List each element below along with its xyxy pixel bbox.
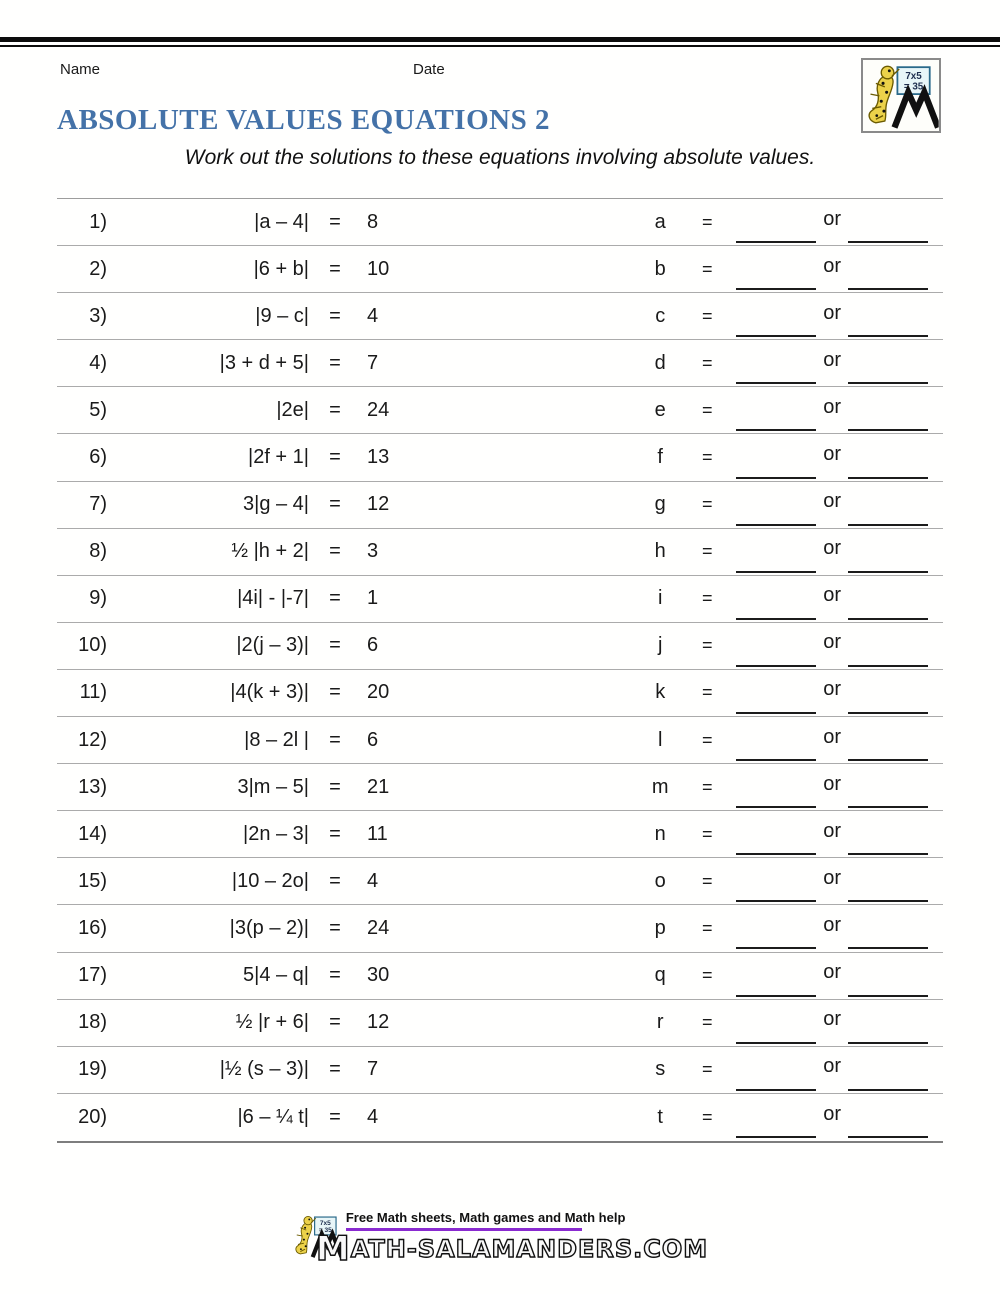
or-label: or (823, 631, 841, 654)
equals-sign: = (329, 493, 341, 516)
problem-row (57, 905, 943, 952)
problem-number: 19) (78, 1058, 107, 1081)
equals-sign: = (329, 634, 341, 657)
instructions-text: Work out the solutions to these equations involving absolute values. (184, 146, 816, 169)
equals-sign: = (329, 257, 341, 280)
problem-value: 4 (367, 304, 379, 327)
answer-variable: m (651, 775, 669, 798)
problem-value: 1 (367, 587, 379, 610)
answer-equals-sign: = (701, 823, 713, 844)
problem-value: 11 (367, 822, 388, 845)
problem-expression: |8 – 2l | (244, 728, 309, 751)
answer-blank-second (848, 217, 928, 243)
answer-blank-first (736, 358, 816, 384)
answer-blank-second (848, 1018, 928, 1044)
answer-equals-sign: = (701, 399, 713, 420)
problem-expression: |2e| (276, 398, 309, 421)
or-label: or (823, 443, 841, 466)
problem-number: 16) (78, 916, 107, 939)
answer-blank-first (736, 311, 816, 337)
problem-row (57, 858, 943, 905)
site-wordmark (316, 1229, 708, 1269)
problem-number: 11) (79, 681, 107, 704)
problem-expression: ½ |h + 2| (231, 540, 309, 563)
answer-blank-second (848, 688, 928, 714)
problem-value: 7 (367, 1058, 379, 1081)
answer-blank-second (848, 1112, 928, 1138)
answer-blank-first (736, 829, 816, 855)
equals-sign: = (329, 1105, 341, 1128)
equals-sign: = (329, 1058, 341, 1081)
answer-equals-sign: = (701, 965, 713, 986)
problem-expression: ½ |r + 6| (235, 1011, 309, 1034)
equals-sign: = (329, 351, 341, 374)
answer-blank-first (736, 453, 816, 479)
answer-blank-first (736, 1018, 816, 1044)
or-label: or (823, 866, 841, 889)
problem-expression: |6 – ¼ t| (237, 1105, 309, 1128)
problem-expression: 3|g – 4| (243, 493, 309, 516)
problem-expression: |3 + d + 5| (219, 351, 309, 374)
answer-blank-second (848, 876, 928, 902)
problem-expression: |9 – c| (255, 304, 309, 327)
equals-sign: = (329, 869, 341, 892)
date-label: Date (413, 61, 445, 78)
problem-number: 15) (78, 869, 107, 892)
answer-equals-sign: = (701, 917, 713, 938)
problem-value: 3 (367, 540, 379, 563)
answer-variable: l (657, 728, 663, 751)
problem-expression: |4i| - |-7| (237, 587, 309, 610)
answer-blank-first (736, 264, 816, 290)
problem-expression: |½ (s – 3)| (219, 1058, 309, 1081)
answer-blank-first (736, 876, 816, 902)
answer-blank-second (848, 1065, 928, 1091)
problem-row (57, 340, 943, 387)
page-top-rule (0, 37, 1000, 47)
problem-expression: |2(j – 3)| (236, 634, 309, 657)
equals-sign: = (329, 304, 341, 327)
problem-row (57, 1094, 943, 1141)
or-label: or (823, 772, 841, 795)
problem-expression: |a – 4| (254, 210, 309, 233)
salamander-logo (863, 60, 939, 130)
equals-sign: = (329, 681, 341, 704)
answer-equals-sign: = (701, 211, 713, 232)
answer-variable: h (654, 540, 666, 563)
problem-expression: |6 + b| (253, 257, 309, 280)
problem-expression: |2n – 3| (243, 822, 309, 845)
answer-blank-second (848, 923, 928, 949)
answer-blank-first (736, 547, 816, 573)
problem-expression: |10 – 2o| (231, 869, 309, 892)
equals-sign: = (329, 587, 341, 610)
footer-branding (292, 1210, 708, 1269)
problem-value: 4 (367, 869, 379, 892)
or-label: or (823, 1055, 841, 1078)
problem-row (57, 529, 943, 576)
problem-number: 13) (78, 775, 107, 798)
answer-variable: a (654, 210, 666, 233)
equals-sign: = (329, 398, 341, 421)
answer-blank-second (848, 641, 928, 667)
problem-row (57, 1047, 943, 1094)
or-label: or (823, 819, 841, 842)
answer-equals-sign: = (701, 1012, 713, 1033)
problem-number: 18) (78, 1011, 107, 1034)
page-title: ABSOLUTE VALUES EQUATIONS 2 (57, 104, 550, 136)
answer-blank-first (736, 405, 816, 431)
problem-expression: |4(k + 3)| (230, 681, 309, 704)
problem-row (57, 764, 943, 811)
or-label: or (823, 348, 841, 371)
answer-blank-first (736, 594, 816, 620)
answer-variable: c (655, 304, 666, 327)
problem-value: 12 (367, 493, 390, 516)
or-label: or (823, 913, 841, 936)
salamander-logo-box (861, 58, 941, 133)
problem-number: 3) (89, 304, 107, 327)
answer-blank-second (848, 264, 928, 290)
answer-equals-sign: = (701, 776, 713, 797)
problem-number: 1) (89, 210, 107, 233)
answer-equals-sign: = (701, 494, 713, 515)
answer-blank-second (848, 735, 928, 761)
footer-text-block (315, 1210, 709, 1269)
or-label: or (823, 490, 841, 513)
or-label: or (823, 1102, 841, 1125)
answer-blank-first (736, 500, 816, 526)
or-label: or (823, 537, 841, 560)
answer-blank-first (736, 1112, 816, 1138)
answer-variable: g (654, 493, 666, 516)
equals-sign: = (329, 1011, 341, 1034)
answer-equals-sign: = (701, 541, 713, 562)
problem-number: 20) (78, 1105, 107, 1128)
problem-row (57, 1000, 943, 1047)
problem-number: 6) (89, 446, 107, 469)
answer-variable: s (655, 1058, 666, 1081)
problem-row (57, 199, 943, 246)
answer-blank-second (848, 547, 928, 573)
equals-sign: = (329, 540, 341, 563)
equals-sign: = (329, 210, 341, 233)
or-label: or (823, 1008, 841, 1031)
problem-value: 6 (367, 634, 379, 657)
problem-value: 24 (367, 916, 390, 939)
answer-variable: d (654, 351, 666, 374)
answer-equals-sign: = (701, 870, 713, 891)
problem-number: 12) (78, 728, 107, 751)
problem-number: 10) (78, 634, 107, 657)
problem-value: 12 (367, 1011, 390, 1034)
answer-equals-sign: = (701, 1106, 713, 1127)
problem-number: 5) (89, 398, 107, 421)
problem-row (57, 811, 943, 858)
problem-number: 4) (89, 351, 107, 374)
or-label: or (823, 301, 841, 324)
answer-equals-sign: = (701, 447, 713, 468)
or-label: or (823, 254, 841, 277)
footer-tagline: Free Math sheets, Math games and Math help (345, 1210, 626, 1225)
answer-variable: o (654, 869, 666, 892)
problem-value: 7 (367, 351, 379, 374)
equals-sign: = (329, 728, 341, 751)
problem-value: 20 (367, 681, 390, 704)
problem-value: 30 (367, 964, 390, 987)
answer-variable: p (654, 916, 666, 939)
answer-blank-second (848, 311, 928, 337)
answer-blank-second (848, 358, 928, 384)
or-label: or (823, 678, 841, 701)
name-label: Name (60, 61, 101, 78)
answer-variable: i (657, 587, 663, 610)
problem-row (57, 717, 943, 764)
problem-number: 17) (78, 964, 107, 987)
or-label: or (823, 725, 841, 748)
problem-number: 14) (78, 822, 107, 845)
answer-variable: q (654, 964, 666, 987)
answer-blank-first (736, 782, 816, 808)
or-label: or (823, 584, 841, 607)
answer-variable: r (656, 1011, 664, 1034)
problem-number: 7) (89, 493, 107, 516)
site-wordmark-rest: ATH-SALAMANDERS.COM (350, 1235, 709, 1263)
equals-sign: = (329, 775, 341, 798)
problem-row (57, 953, 943, 1000)
problem-row (57, 623, 943, 670)
answer-equals-sign: = (701, 682, 713, 703)
site-wordmark-initial: M (315, 1229, 351, 1269)
or-label: or (823, 961, 841, 984)
problem-expression: |2f + 1| (248, 446, 309, 469)
answer-blank-first (736, 735, 816, 761)
problems-table (57, 198, 943, 1143)
answer-variable: f (657, 446, 663, 469)
answer-variable: k (655, 681, 666, 704)
equals-sign: = (329, 916, 341, 939)
problem-value: 21 (367, 775, 390, 798)
problem-expression: |3(p – 2)| (229, 916, 309, 939)
answer-blank-second (848, 453, 928, 479)
problem-row (57, 434, 943, 481)
equals-sign: = (329, 822, 341, 845)
answer-equals-sign: = (701, 305, 713, 326)
or-label: or (823, 207, 841, 230)
answer-blank-second (848, 782, 928, 808)
equals-sign: = (329, 446, 341, 469)
answer-equals-sign: = (701, 1059, 713, 1080)
problem-value: 10 (367, 257, 390, 280)
answer-blank-second (848, 594, 928, 620)
answer-blank-first (736, 217, 816, 243)
problem-value: 13 (367, 446, 390, 469)
problem-number: 2) (89, 257, 107, 280)
problem-row (57, 670, 943, 717)
answer-blank-first (736, 1065, 816, 1091)
answer-blank-second (848, 405, 928, 431)
answer-blank-first (736, 971, 816, 997)
answer-variable: n (654, 822, 666, 845)
answer-blank-first (736, 923, 816, 949)
problem-expression: 5|4 – q| (243, 964, 309, 987)
problem-expression: 3|m – 5| (237, 775, 309, 798)
problem-value: 6 (367, 728, 379, 751)
answer-equals-sign: = (701, 258, 713, 279)
answer-blank-first (736, 688, 816, 714)
answer-variable: t (657, 1105, 663, 1128)
problem-row (57, 576, 943, 623)
answer-equals-sign: = (701, 588, 713, 609)
footer (0, 1210, 1000, 1269)
problem-row (57, 387, 943, 434)
answer-variable: e (654, 398, 666, 421)
answer-variable: b (654, 257, 666, 280)
problem-number: 8) (89, 540, 107, 563)
answer-variable: j (657, 634, 663, 657)
answer-equals-sign: = (701, 635, 713, 656)
problem-value: 8 (367, 210, 379, 233)
problem-value: 4 (367, 1105, 379, 1128)
or-label: or (823, 395, 841, 418)
answer-blank-second (848, 500, 928, 526)
problem-row (57, 293, 943, 340)
problem-row (57, 482, 943, 529)
answer-blank-second (848, 971, 928, 997)
equals-sign: = (329, 964, 341, 987)
answer-equals-sign: = (701, 352, 713, 373)
problem-number: 9) (89, 587, 107, 610)
answer-blank-first (736, 641, 816, 667)
answer-blank-second (848, 829, 928, 855)
answer-equals-sign: = (701, 729, 713, 750)
problem-row (57, 246, 943, 293)
problem-value: 24 (367, 398, 390, 421)
